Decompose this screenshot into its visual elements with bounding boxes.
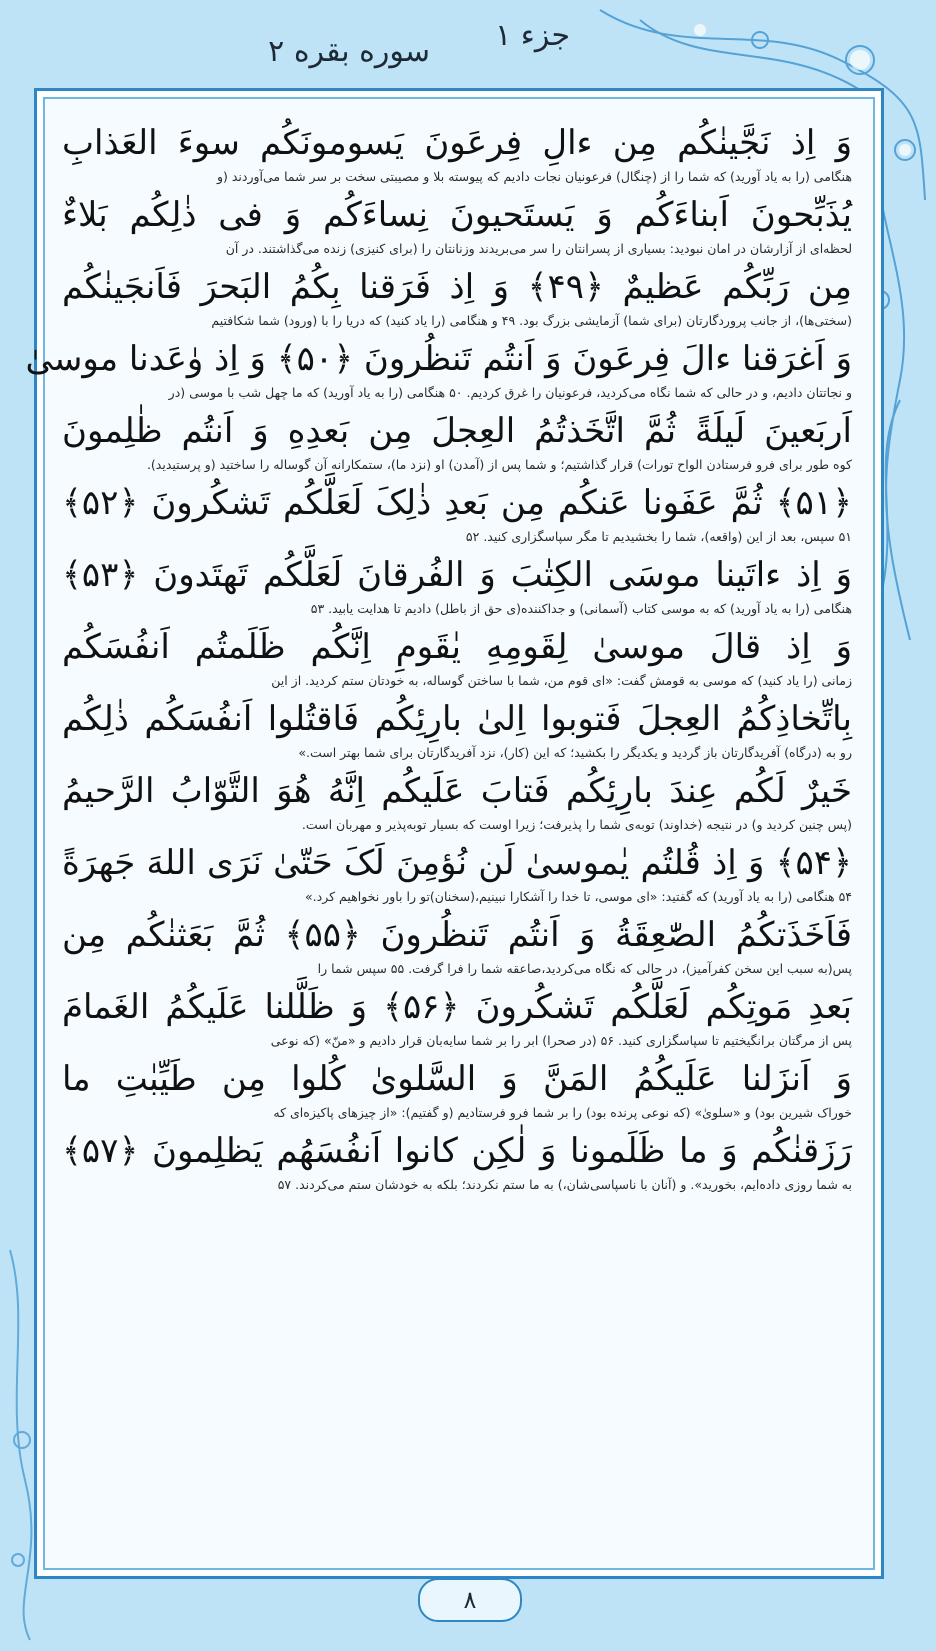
juz-label: جزء ۱	[495, 18, 570, 53]
arabic-line: بِاتِّخاذِکُمُ العِجلَ فَتوبوا اِلىٰ بارِئِکُم فَاقتُلوا اَنفُسَکُم ذٰلِکُم	[62, 699, 852, 739]
translation-line: زمانی (را یاد کنید) که موسی به قومش گفت: «ای قوم من، شما با ساختن گوساله، به خودتان ستم کردید. از این	[271, 673, 852, 688]
arabic-line: وَ اَنزَلنا عَلَیکُمُ المَنَّ وَ السَّلوىٰ کُلوا مِن طَیِّبٰتِ ما	[62, 1059, 852, 1099]
verse-line	[25, 334, 852, 406]
arabic-line: خَیرٌ لَکُم عِندَ بارِئِکُم فَتابَ عَلَیکُم اِنَّهُ هُوَ التَّوّابُ الرَّحیمُ	[62, 771, 852, 811]
translation-line: به شما روزی داده‌ایم، بخورید». و (آنان با ناسپاسی‌شان،) به ما ستم نکردند؛ بلکه به خودشان ستم می‌کردند. ۵۷	[277, 1177, 852, 1192]
translation-line: (سختی‌ها)، از جانب پروردگارتان (برای شما) آزمایشی بزرگ بود. ۴۹ و هنگامی (را یاد کنید) که دریا را با (ورود) شما شکافتیم	[211, 313, 852, 328]
arabic-line: وَ اِذ قالَ موسىٰ لِقَومِهِ یٰقَومِ اِنَّکُم ظَلَمتُم اَنفُسَکُم	[62, 627, 852, 667]
arabic-line: مِن رَبِّکُم عَظیمٌ ﴿۴۹﴾ وَ اِذ فَرَقنا بِکُمُ البَحرَ فَاَنجَینٰکُم	[62, 267, 852, 307]
verse-line	[62, 766, 852, 838]
verse-line	[62, 550, 852, 622]
verse-line	[62, 910, 852, 982]
translation-line: و نجاتتان دادیم، و در حالی که شما نگاه می‌کردید، فرعونیان را غرق کردیم. ۵۰ هنگامی (را به یاد آورید) که ما چهل شب با موسی (در	[168, 385, 852, 400]
quran-text-area	[25, 118, 852, 1558]
verse-line	[62, 982, 852, 1054]
translation-line: کوه طور برای فرو فرستادن الواح تورات) قرار گذاشتیم؛ و شما پس از (آمدن) او (نزد ما)، ستمکارانه آن گوساله را ساختید (و پرستیدید).	[146, 457, 852, 472]
surah-label: سوره بقره ۲	[268, 34, 430, 69]
arabic-line: ﴿۵۴﴾ وَ اِذ قُلتُم یٰموسىٰ لَن نُؤمِنَ لَکَ حَتّىٰ نَرَى اللهَ جَهرَةً	[62, 843, 852, 883]
verse-line	[62, 190, 852, 262]
translation-line: هنگامی (را به یاد آورید) که شما را از (چنگال) فرعونیان نجات دادیم که پیوسته بلا و مصیبتی سخت بر سر شما می‌آوردند (و	[216, 169, 852, 184]
arabic-line: اَربَعینَ لَیلَةً ثُمَّ اتَّخَذتُمُ العِجلَ مِن بَعدِهِ وَ اَنتُم ظٰلِمونَ	[62, 411, 852, 451]
arabic-line: رَزَقنٰکُم وَ ما ظَلَمونا وَ لٰکِن کانوا اَنفُسَهُم یَظلِمونَ ﴿۵۷﴾	[62, 1131, 852, 1171]
translation-line: رو به (درگاه) آفریدگارتان باز گردید و یکدیگر را بکشید؛ که این (کار)، نزد آفریدگارتان برای شما بهتر است.»	[298, 745, 852, 760]
verse-line	[62, 478, 852, 550]
arabic-line: یُذَبِّحونَ اَبناءَکُم وَ یَستَحیونَ نِساءَکُم وَ فی ذٰلِکُم بَلاءٌ	[62, 195, 852, 235]
translation-line: خوراک شیرین بود) و «سلویٰ» (که نوعی پرنده بود) را بر شما فرو فرستادیم (و گفتیم): «از چیزهای پاکیزه‌ای که	[273, 1105, 852, 1120]
translation-line: (پس چنین کردید و) در نتیجه (خداوند) توبه‌ی شما را پذیرفت؛ زیرا اوست که بسیار توبه‌پذیر و مهربان است.	[301, 817, 852, 832]
page-header	[150, 14, 570, 69]
arabic-line: وَ اِذ نَجَّینٰکُم مِن ءالِ فِرعَونَ یَسومونَکُم سوءَ العَذابِ	[62, 123, 852, 163]
arabic-line: وَ اَغرَقنا ءالَ فِرعَونَ وَ اَنتُم تَنظُرونَ ﴿۵۰﴾ وَ اِذ وٰعَدنا موسىٰ	[25, 339, 852, 379]
verse-line	[62, 262, 852, 334]
page-number-badge	[418, 1578, 522, 1622]
arabic-line: بَعدِ مَوتِکُم لَعَلَّکُم تَشکُرونَ ﴿۵۶﴾ وَ ظَلَّلنا عَلَیکُمُ الغَمامَ	[62, 987, 852, 1027]
translation-line: ۵۱ سپس، بعد از این (واقعه)، شما را بخشیدیم تا مگر سپاسگزاری کنید. ۵۲	[465, 529, 852, 544]
verse-line	[62, 1054, 852, 1126]
translation-line: لحظه‌ای از آزارشان در امان نبودید: بسیاری از پسرانتان را سر می‌بریدند وزنانتان را (برای کنیزی) زنده می‌گذاشتند. در آن	[225, 241, 852, 256]
verse-line	[62, 406, 852, 478]
verse-line	[62, 118, 852, 190]
verse-line	[62, 694, 852, 766]
translation-line: پس از مرگتان برانگیختیم تا سپاسگزاری کنید. ۵۶ (در صحرا) ابر را بر شما سایه‌بان قرار دادیم و «منّ» (که نوعی	[270, 1033, 852, 1048]
verse-line	[62, 622, 852, 694]
translation-line: هنگامی (را به یاد آورید) که به موسی کتاب (آسمانی) و جداکننده(ی حق از باطل) دادیم تا هدایت یابید. ۵۳	[310, 601, 852, 616]
verse-line	[62, 1126, 852, 1198]
translation-line: پس(به سبب این سخن کفرآمیز)، در حالی که نگاه می‌کردید،صاعقه شما را فرا گرفت. ۵۵ سپس شما را	[317, 961, 852, 976]
arabic-line: وَ اِذ ءاتَینا موسَى الکِتٰبَ وَ الفُرقانَ لَعَلَّکُم تَهتَدونَ ﴿۵۳﴾	[62, 555, 852, 595]
translation-line: ۵۴ هنگامی (را به یاد آورید) که گفتید: «ای موسی، تا خدا را آشکارا نبینیم،(سخنان)تو را باور نخواهیم کرد.»	[305, 889, 852, 904]
page-number: ۸	[463, 1586, 477, 1614]
arabic-line: فَاَخَذَتکُمُ الصّٰعِقَةُ وَ اَنتُم تَنظُرونَ ﴿۵۵﴾ ثُمَّ بَعَثنٰکُم مِن	[62, 915, 852, 955]
verse-line	[62, 838, 852, 910]
arabic-line: ﴿۵۱﴾ ثُمَّ عَفَونا عَنکُم مِن بَعدِ ذٰلِکَ لَعَلَّکُم تَشکُرونَ ﴿۵۲﴾	[62, 483, 852, 523]
